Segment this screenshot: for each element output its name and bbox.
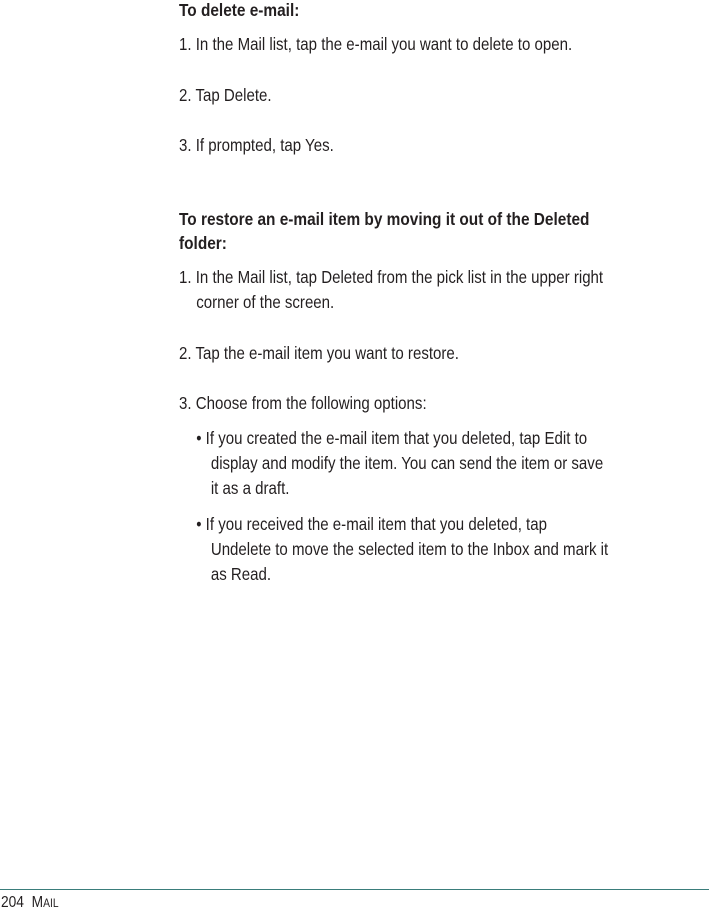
restore-email-heading-line2: folder:: [179, 233, 227, 253]
option-bullet-1-line3: it as a draft.: [210, 478, 290, 498]
restore-email-heading-line1: To restore an e-mail item by moving it out of the Deleted: [179, 209, 590, 229]
option-bullet-2-line3: as Read.: [210, 564, 272, 584]
delete-step-1: 1. In the Mail list, tap the e-mail you want to delete to open.: [179, 34, 573, 54]
restore-step-3: 3. Choose from the following options:: [179, 393, 427, 413]
footer-divider: [0, 889, 709, 890]
delete-step-2: 2. Tap Delete.: [179, 85, 272, 105]
option-bullet-1-line1: • If you created the e-mail item that you deleted, tap Edit to: [196, 428, 588, 448]
option-bullet-2-line1: • If you received the e-mail item that you deleted, tap: [196, 514, 547, 534]
page-number: 204: [1, 894, 24, 911]
delete-email-heading: To delete e-mail:: [179, 0, 300, 20]
option-bullet-1-line2: display and modify the item. You can send the item or save: [210, 453, 604, 473]
option-bullet-2-line2: Undelete to move the selected item to the Inbox and mark it: [210, 539, 609, 559]
section-name-initial: M: [31, 894, 44, 911]
restore-step-1-line2: corner of the screen.: [196, 292, 335, 312]
restore-step-2: 2. Tap the e-mail item you want to restore.: [179, 343, 459, 363]
delete-step-3: 3. If prompted, tap Yes.: [179, 135, 334, 155]
restore-step-1-line1: 1. In the Mail list, tap Deleted from the pick list in the upper right: [179, 267, 604, 287]
section-name-rest: AIL: [43, 896, 59, 910]
page-footer: [1, 892, 59, 914]
